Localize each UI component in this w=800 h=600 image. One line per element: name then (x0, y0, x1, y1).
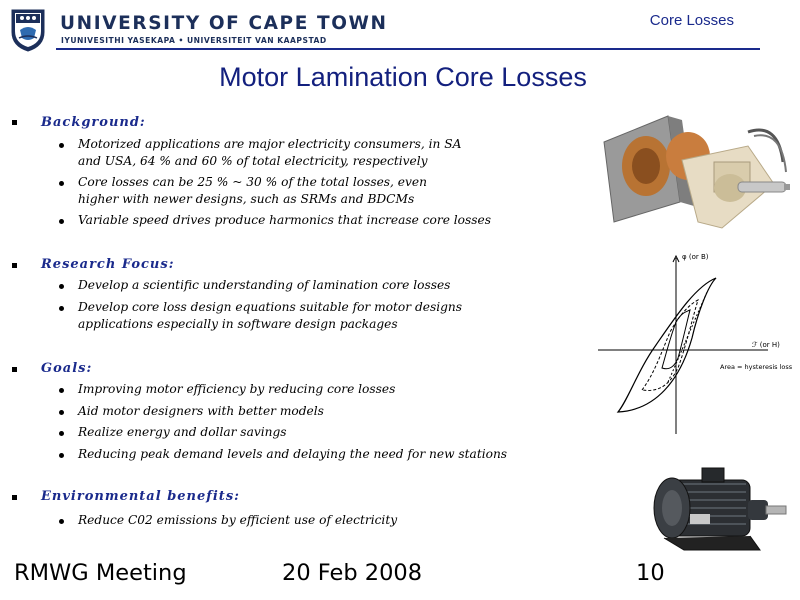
footer-date: 20 Feb 2008 (282, 560, 423, 586)
list-item-line: Reducing peak demand levels and delaying the need for new stations (78, 447, 508, 461)
section-heading-goals: Goals: (41, 361, 93, 376)
list-item-line: Develop a scientific understanding of lamination core losses (78, 278, 451, 292)
section-heading-background: Background: (41, 115, 146, 130)
slide-title: Motor Lamination Core Losses (219, 62, 587, 92)
item-bullet (59, 519, 64, 524)
section-bullet (12, 495, 17, 500)
section-heading-environmental: Environmental benefits: (41, 489, 240, 504)
list-item-line: applications especially in software design packages (78, 317, 398, 331)
item-bullet (59, 284, 64, 289)
list-item-line: higher with newer designs, such as SRMs and BDCMs (78, 192, 415, 206)
list-item-line: and USA, 64 % and 60 % of total electricity, respectively (78, 154, 428, 168)
list-item-line: Core losses can be 25 % ~ 30 % of the total losses, even (78, 175, 427, 189)
section-bullet (12, 263, 17, 268)
item-bullet (59, 181, 64, 186)
footer-page-number: 10 (636, 560, 665, 586)
footer-meeting: RMWG Meeting (14, 560, 187, 586)
list-item-line: Variable speed drives produce harmonics that increase core losses (78, 213, 491, 227)
section-bullet (12, 367, 17, 372)
item-bullet (59, 388, 64, 393)
diagram-y-label: φ (or B) (682, 253, 709, 261)
item-bullet (59, 431, 64, 436)
item-bullet (59, 410, 64, 415)
item-bullet (59, 453, 64, 458)
university-subtitle: IYUNIVESITHI YASEKAPA • UNIVERSITEIT VAN KAAPSTAD (61, 36, 327, 45)
item-bullet (59, 143, 64, 148)
section-heading-research-focus: Research Focus: (41, 257, 175, 272)
list-item-line: Develop core loss design equations suitable for motor designs (78, 300, 463, 314)
university-name: UNIVERSITY OF CAPE TOWN (60, 13, 388, 34)
list-item-line: Reduce C02 emissions by efficient use of electricity (78, 513, 398, 527)
diagram-x-label: ℱ (or H) (752, 341, 780, 349)
section-label: Core Losses (649, 12, 734, 29)
universal-motor-photo (598, 102, 798, 242)
section-bullet (12, 120, 17, 125)
item-bullet (59, 306, 64, 311)
list-item-line: Motorized applications are major electricity consumers, in SA (78, 137, 462, 151)
list-item-line: Aid motor designers with better models (78, 404, 324, 418)
list-item-line: Realize energy and dollar savings (78, 425, 287, 439)
industrial-motor-photo (650, 460, 788, 556)
item-bullet (59, 219, 64, 224)
list-item-line: Improving motor efficiency by reducing core losses (78, 382, 396, 396)
diagram-area-label: Area = hysteresis loss (720, 363, 793, 371)
